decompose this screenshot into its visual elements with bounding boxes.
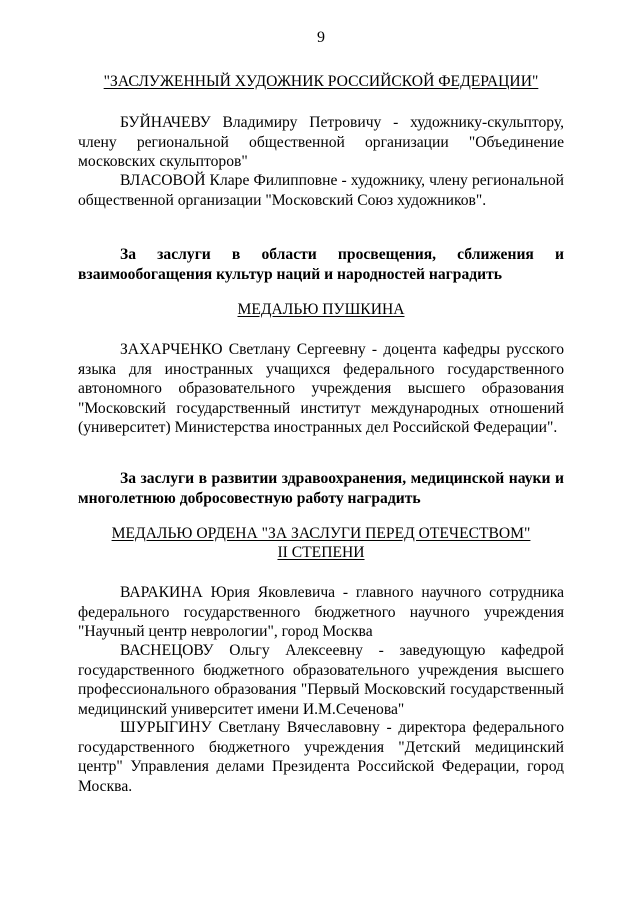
award-intro-text: За заслуги в развитии здравоохранения, медицинской науки и многолетнюю добросовестную работу наградить — [78, 470, 564, 507]
award-entry: ВАСНЕЦОВУ Ольгу Алексеевну - заведующую кафедрой государственного бюджетного образовательного учреждения высшего профессионального образования "Первый Московский государственный медицинский университет имени И.М.Сеченова" — [78, 642, 564, 718]
section-heading-pushkin-medal: МЕДАЛЬЮ ПУШКИНА — [237, 301, 405, 318]
section-heading-order-medal: МЕДАЛЬЮ ОРДЕНА "ЗА ЗАСЛУГИ ПЕРЕД ОТЕЧЕСТВОМ" — [111, 525, 531, 542]
award-entry: ВАРАКИНА Юрия Яковлевича - главного научного сотрудника федерального государственного бюджетного научного учреждения "Научный центр неврологии", город Москва — [78, 584, 564, 640]
award-entry: БУЙНАЧЕВУ Владимиру Петровичу - художнику-скульптору, члену региональной общественной организации "Объединение московских скульпторов" — [78, 114, 564, 170]
award-intro-text: За заслуги в области просвещения, сближения и взаимообогащения культур наций и народностей наградить — [78, 246, 564, 283]
section-heading-honored-artist: "ЗАСЛУЖЕННЫЙ ХУДОЖНИК РОССИЙСКОЙ ФЕДЕРАЦИИ" — [103, 73, 539, 90]
award-entry: ШУРЫГИНУ Светлану Вячеславовну - директора федерального государственного бюджетного учреждения "Детский медицинский центр" Управления делами Президента Российской Федерации, город Москва. — [78, 719, 564, 795]
page-number: 9 — [317, 29, 325, 46]
award-entry: ЗАХАРЧЕНКО Светлану Сергеевну - доцента кафедры русского языка для иностранных учащихся федерального государственного автономного образовательного учреждения высшего образования "Московский государственный институт международных отношений (университет) Министерства иностранных дел Российской Федерации". — [78, 341, 564, 436]
section-heading-order-medal-degree: II СТЕПЕНИ — [277, 544, 365, 561]
award-entry: ВЛАСОВОЙ Кларе Филипповне - художнику, члену региональной общественной организации "Московский Союз художников". — [78, 172, 564, 209]
